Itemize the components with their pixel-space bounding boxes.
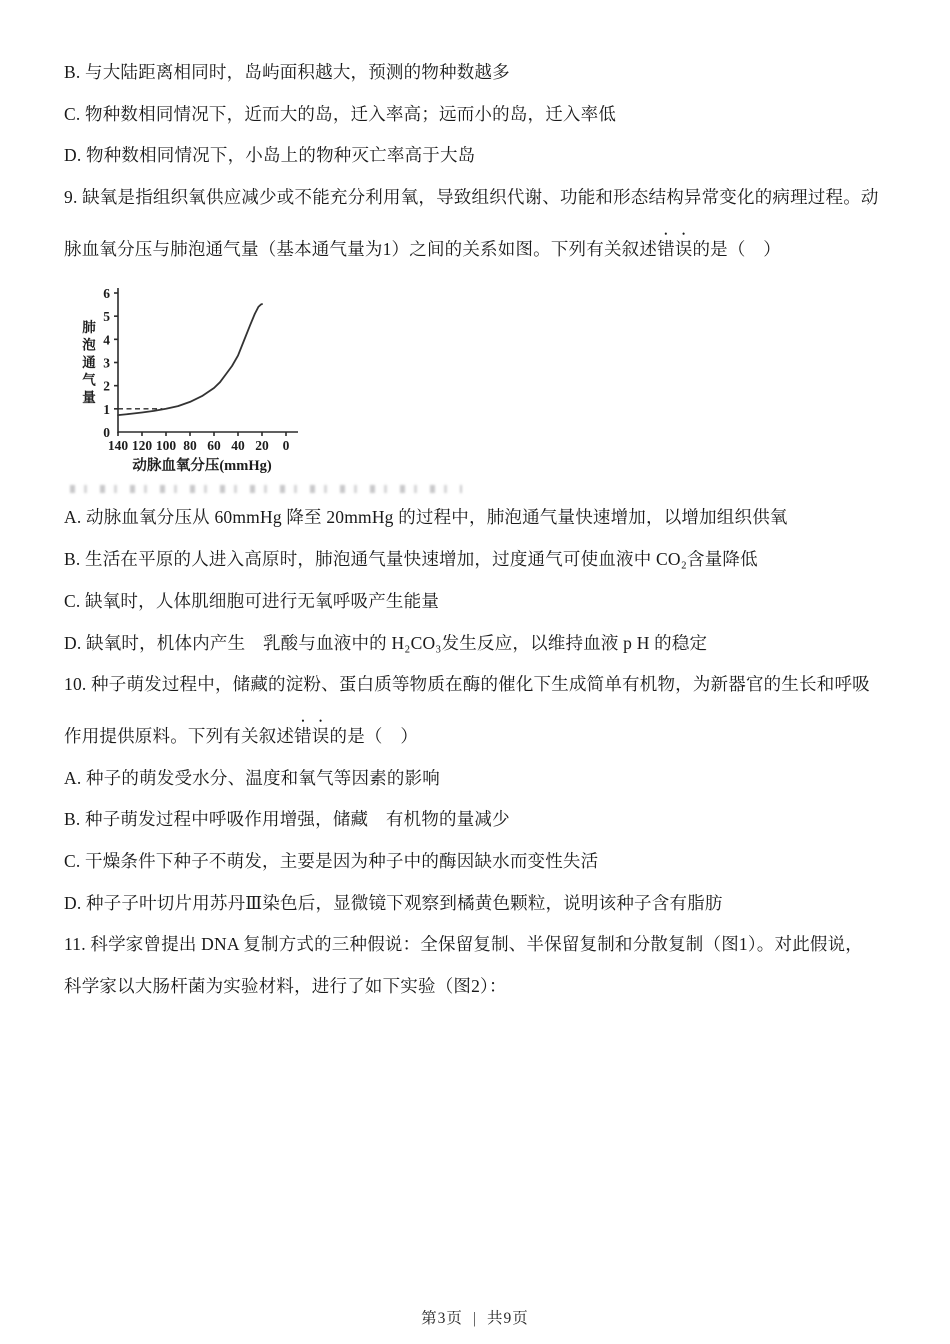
q9-stem-line2: [64, 229, 892, 261]
q9-stem-line1: 9. 缺氧是指组织氧供应减少或不能充分利用氧，导致组织代谢、功能和形态结构异常变化的病理过程。动: [64, 187, 879, 208]
q9-option-a: A. 动脉血氧分压从 60mmHg 降至 20mmHg 的过程中，肺泡通气量快速增加，以增加组织供氧: [64, 507, 788, 528]
svg-text:80: 80: [183, 438, 197, 454]
exam-body: [64, 62, 892, 1018]
q10-option-d: D. 种子子叶切片用苏丹Ⅲ染色后，显微镜下观察到橘黄色颗粒，说明该种子含有脂肪: [64, 892, 723, 913]
svg-text:2: 2: [103, 379, 110, 395]
q9-option-d: D. 缺氧时，机体内产生 乳酸与血液中的 H₂CO₃发生反应，以维持血液 p H 的稳定: [64, 632, 708, 653]
q9-stem-line2-pre: 脉血氧分压与肺泡通气量（基本通气量为1）之间的关系如图。下列有关叙述: [64, 238, 658, 259]
svg-text:120: 120: [131, 438, 153, 454]
q10-stem-emphasis: 错误: [294, 725, 330, 746]
q10-stem-line1: 10. 种子萌发过程中，储藏的淀粉、蛋白质等物质在酶的催化下生成简单有机物，为新器官的生长和呼吸: [64, 674, 870, 695]
scan-artifact: [70, 485, 462, 493]
footer-page-number: 第3页: [421, 1310, 463, 1327]
svg-text:100: 100: [155, 438, 177, 454]
svg-text:6: 6: [103, 286, 110, 302]
q10-option-a: A. 种子的萌发受水分、温度和氧气等因素的影响: [64, 767, 440, 788]
page-footer: [0, 1306, 950, 1328]
q9-stem-emphasis: 错误: [657, 238, 693, 259]
q9-ventilation-chart: [76, 280, 406, 493]
svg-text:泡: 泡: [82, 337, 96, 353]
svg-text:140: 140: [107, 438, 129, 454]
svg-text:0: 0: [282, 438, 290, 454]
svg-text:60: 60: [207, 438, 221, 454]
svg-text:0: 0: [103, 425, 110, 441]
svg-text:1: 1: [103, 402, 110, 418]
q8-option-b: B. 与大陆距离相同时，岛屿面积越大，预测的物种数越多: [64, 62, 510, 82]
q11-stem-line1: 11. 科学家曾提出 DNA 复制方式的三种假说：全保留复制、半保留复制和分散复制（图1）。对此假说，: [64, 934, 863, 955]
q8-option-c: C. 物种数相同情况下，近而大的岛，迁入率高；远而小的岛，迁入率低: [64, 103, 617, 124]
svg-text:量: 量: [82, 390, 96, 406]
q10-stem-line2-post: 的是（ ）: [329, 725, 419, 746]
svg-text:动脉血氧分压(mmHg): 动脉血氧分压(mmHg): [132, 458, 272, 475]
q9-stem-line2-post: 的是（ ）: [692, 238, 781, 259]
svg-text:气: 气: [82, 372, 96, 388]
q9-option-c: C. 缺氧时，人体肌细胞可进行无氧呼吸产生能量: [64, 590, 440, 611]
svg-text:20: 20: [255, 438, 269, 454]
q10-option-c: C. 干燥条件下种子不萌发，主要是因为种子中的酶因缺水而变性失活: [64, 850, 599, 871]
footer-separator: |: [472, 1310, 478, 1327]
svg-text:通: 通: [82, 355, 96, 371]
svg-text:40: 40: [231, 438, 245, 454]
q10-option-b: B. 种子萌发过程中呼吸作用增强，储藏 有机物的量减少: [64, 809, 510, 830]
q8-option-d: D. 物种数相同情况下，小岛上的物种灭亡率高于大岛: [64, 145, 476, 166]
svg-text:肺: 肺: [82, 320, 96, 336]
svg-text:5: 5: [103, 309, 110, 325]
q10-stem-line2-pre: 作用提供原料。下列有关叙述: [64, 725, 295, 746]
q9-option-b: B. 生活在平原的人进入高原时，肺泡通气量快速增加，过度通气可使血液中 CO₂含量降低: [64, 549, 758, 570]
svg-text:4: 4: [103, 332, 110, 348]
q11-stem-line2: 科学家以大肠杆菌为实验材料，进行了如下实验（图2）：: [64, 976, 507, 996]
footer-page-total: 共9页: [487, 1310, 529, 1327]
q10-stem-line2: [64, 716, 892, 748]
line-chart-canvas: [76, 280, 396, 482]
svg-text:3: 3: [103, 355, 110, 371]
